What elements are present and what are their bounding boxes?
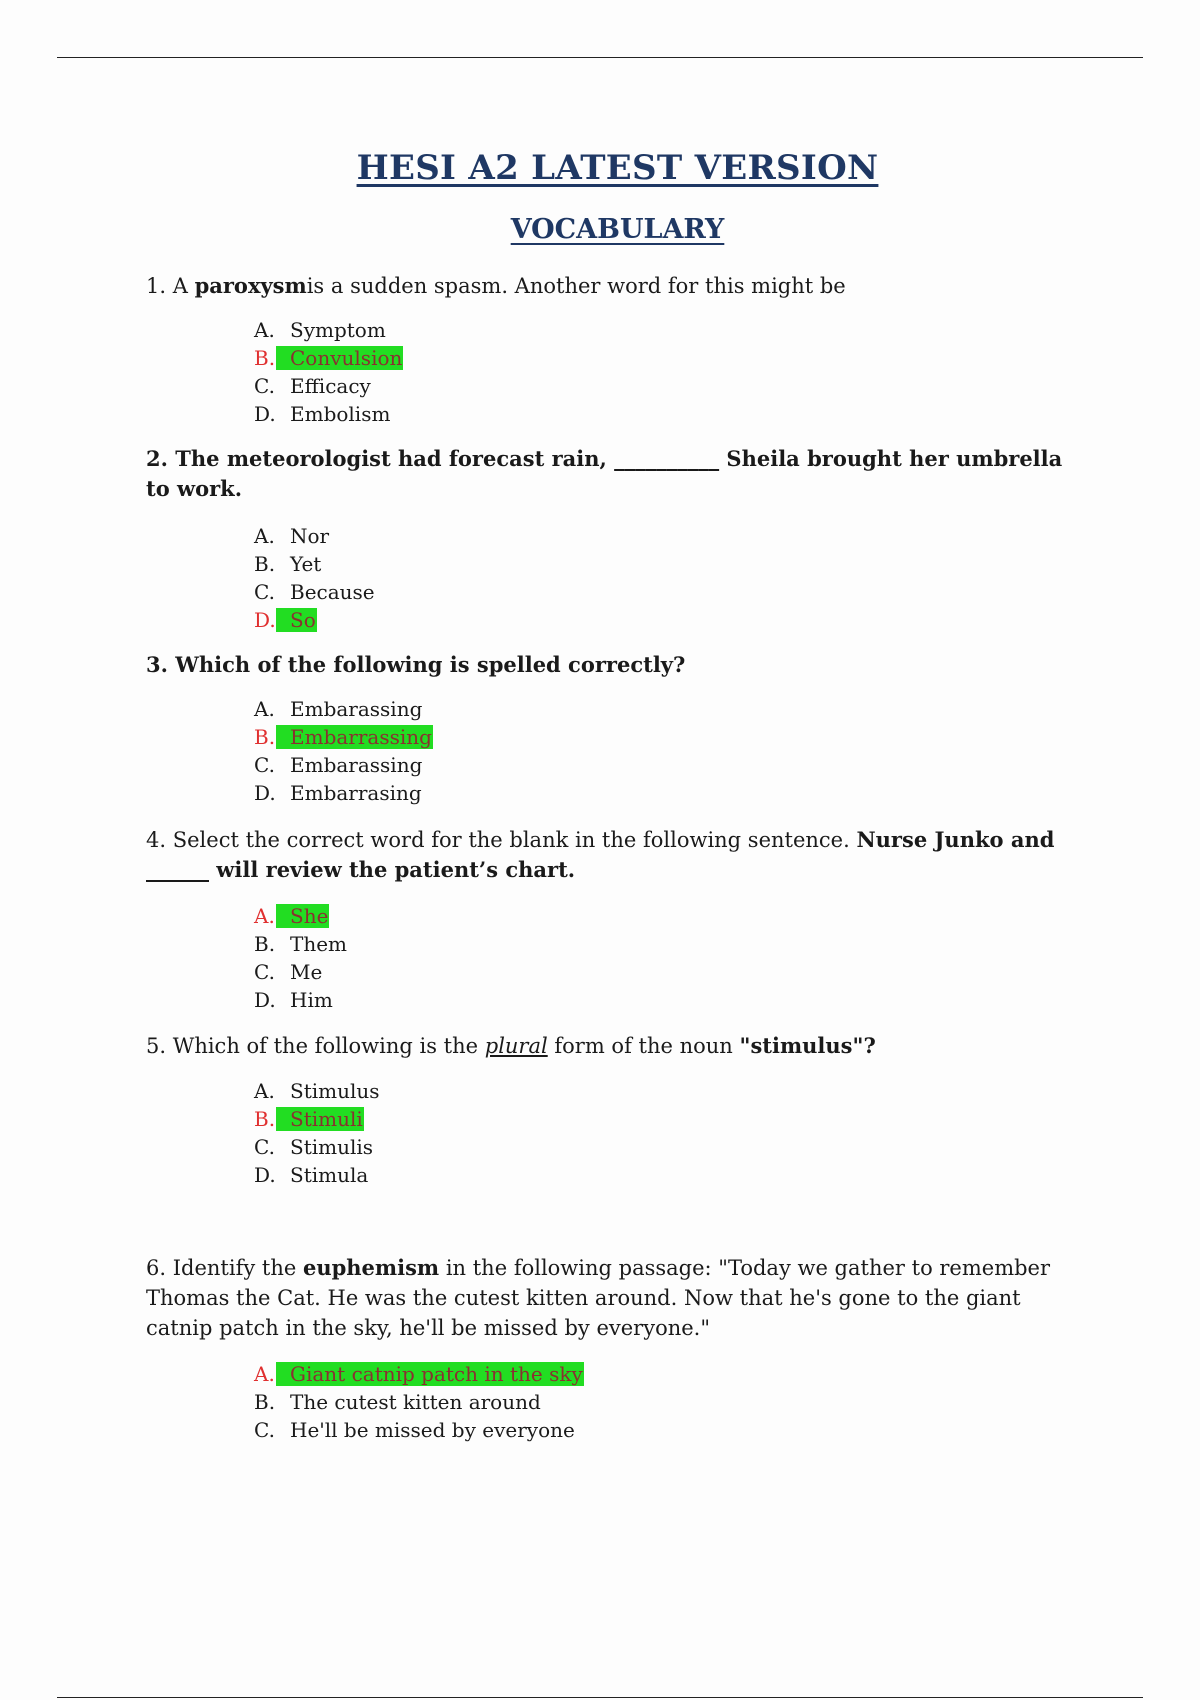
option-3c[interactable]: C. Embarassing — [254, 753, 423, 777]
option-4c[interactable]: C. Me — [254, 960, 323, 984]
option-3a[interactable]: A. Embarassing — [254, 697, 423, 721]
option-4a-correct[interactable]: A. She — [254, 904, 329, 928]
option-6c[interactable]: C. He'll be missed by everyone — [254, 1418, 575, 1442]
question-6: 6. Identify the euphemism in the following passage: "Today we gather to remember Thomas the Cat. He was the cutest kitten around. Now that he's gone to the giant catnip patch in the sky, he'll be missed by everyone." — [146, 1255, 1051, 1340]
option-1b-correct[interactable]: B. Convulsion — [254, 346, 403, 370]
option-4b[interactable]: B. Them — [254, 932, 348, 956]
question-number: 6. — [146, 1256, 167, 1280]
option-2b[interactable]: B. Yet — [254, 552, 322, 576]
question-5: 5. Which of the following is the plural form of the noun "stimulus"? — [146, 1033, 876, 1058]
options-list-3 — [254, 695, 433, 807]
question-number: 5. — [146, 1034, 167, 1058]
option-3d[interactable]: D. Embarrasing — [254, 781, 422, 805]
option-5a[interactable]: A. Stimulus — [254, 1079, 380, 1103]
option-5d[interactable]: D. Stimula — [254, 1163, 369, 1187]
keyword: paroxysm — [194, 273, 307, 298]
options-list-6 — [254, 1360, 584, 1444]
question-number: 1. — [146, 274, 167, 298]
top-rule — [57, 57, 1143, 58]
options-list-5 — [254, 1077, 380, 1189]
option-5c[interactable]: C. Stimulis — [254, 1135, 374, 1159]
section-heading: VOCABULARY — [510, 214, 725, 245]
question-number: 2. — [146, 446, 168, 471]
option-5b-correct[interactable]: B. Stimuli — [254, 1107, 363, 1131]
option-1d[interactable]: D. Embolism — [254, 402, 391, 426]
option-6b[interactable]: B. The cutest kitten around — [254, 1390, 541, 1414]
question-4: 4. Select the correct word for the blank in the following sentence. Nurse Junko and ______ will review the patient’s chart. — [146, 827, 1055, 882]
question-number: 4. — [146, 828, 167, 852]
emphasis-plural: plural — [484, 1034, 548, 1058]
bottom-rule — [57, 1697, 1143, 1698]
question-1: 1. A paroxysmis a sudden spasm. Another word for this might be — [146, 273, 846, 298]
question-number: 3. — [146, 652, 168, 677]
question-2: 2. The meteorologist had forecast rain, __________ Sheila brought her umbrella to work. — [146, 446, 1063, 501]
option-1a[interactable]: A. Symptom — [254, 318, 386, 342]
option-2a[interactable]: A. Nor — [254, 524, 330, 548]
option-1c[interactable]: C. Efficacy — [254, 374, 371, 398]
options-list-2 — [254, 522, 375, 634]
page-title: HESI A2 LATEST VERSION — [356, 148, 879, 188]
options-list-4 — [254, 902, 347, 1014]
options-list-1 — [254, 316, 403, 428]
option-3b-correct[interactable]: B. Embarrassing — [254, 725, 432, 749]
option-6a-correct[interactable]: A. Giant catnip patch in the sky — [254, 1362, 583, 1386]
question-3: 3. Which of the following is spelled correctly? — [146, 652, 686, 677]
option-2c[interactable]: C. Because — [254, 580, 375, 604]
option-4d[interactable]: D. Him — [254, 988, 333, 1012]
option-2d-correct[interactable]: D. So — [254, 608, 316, 632]
keyword: euphemism — [302, 1255, 440, 1280]
